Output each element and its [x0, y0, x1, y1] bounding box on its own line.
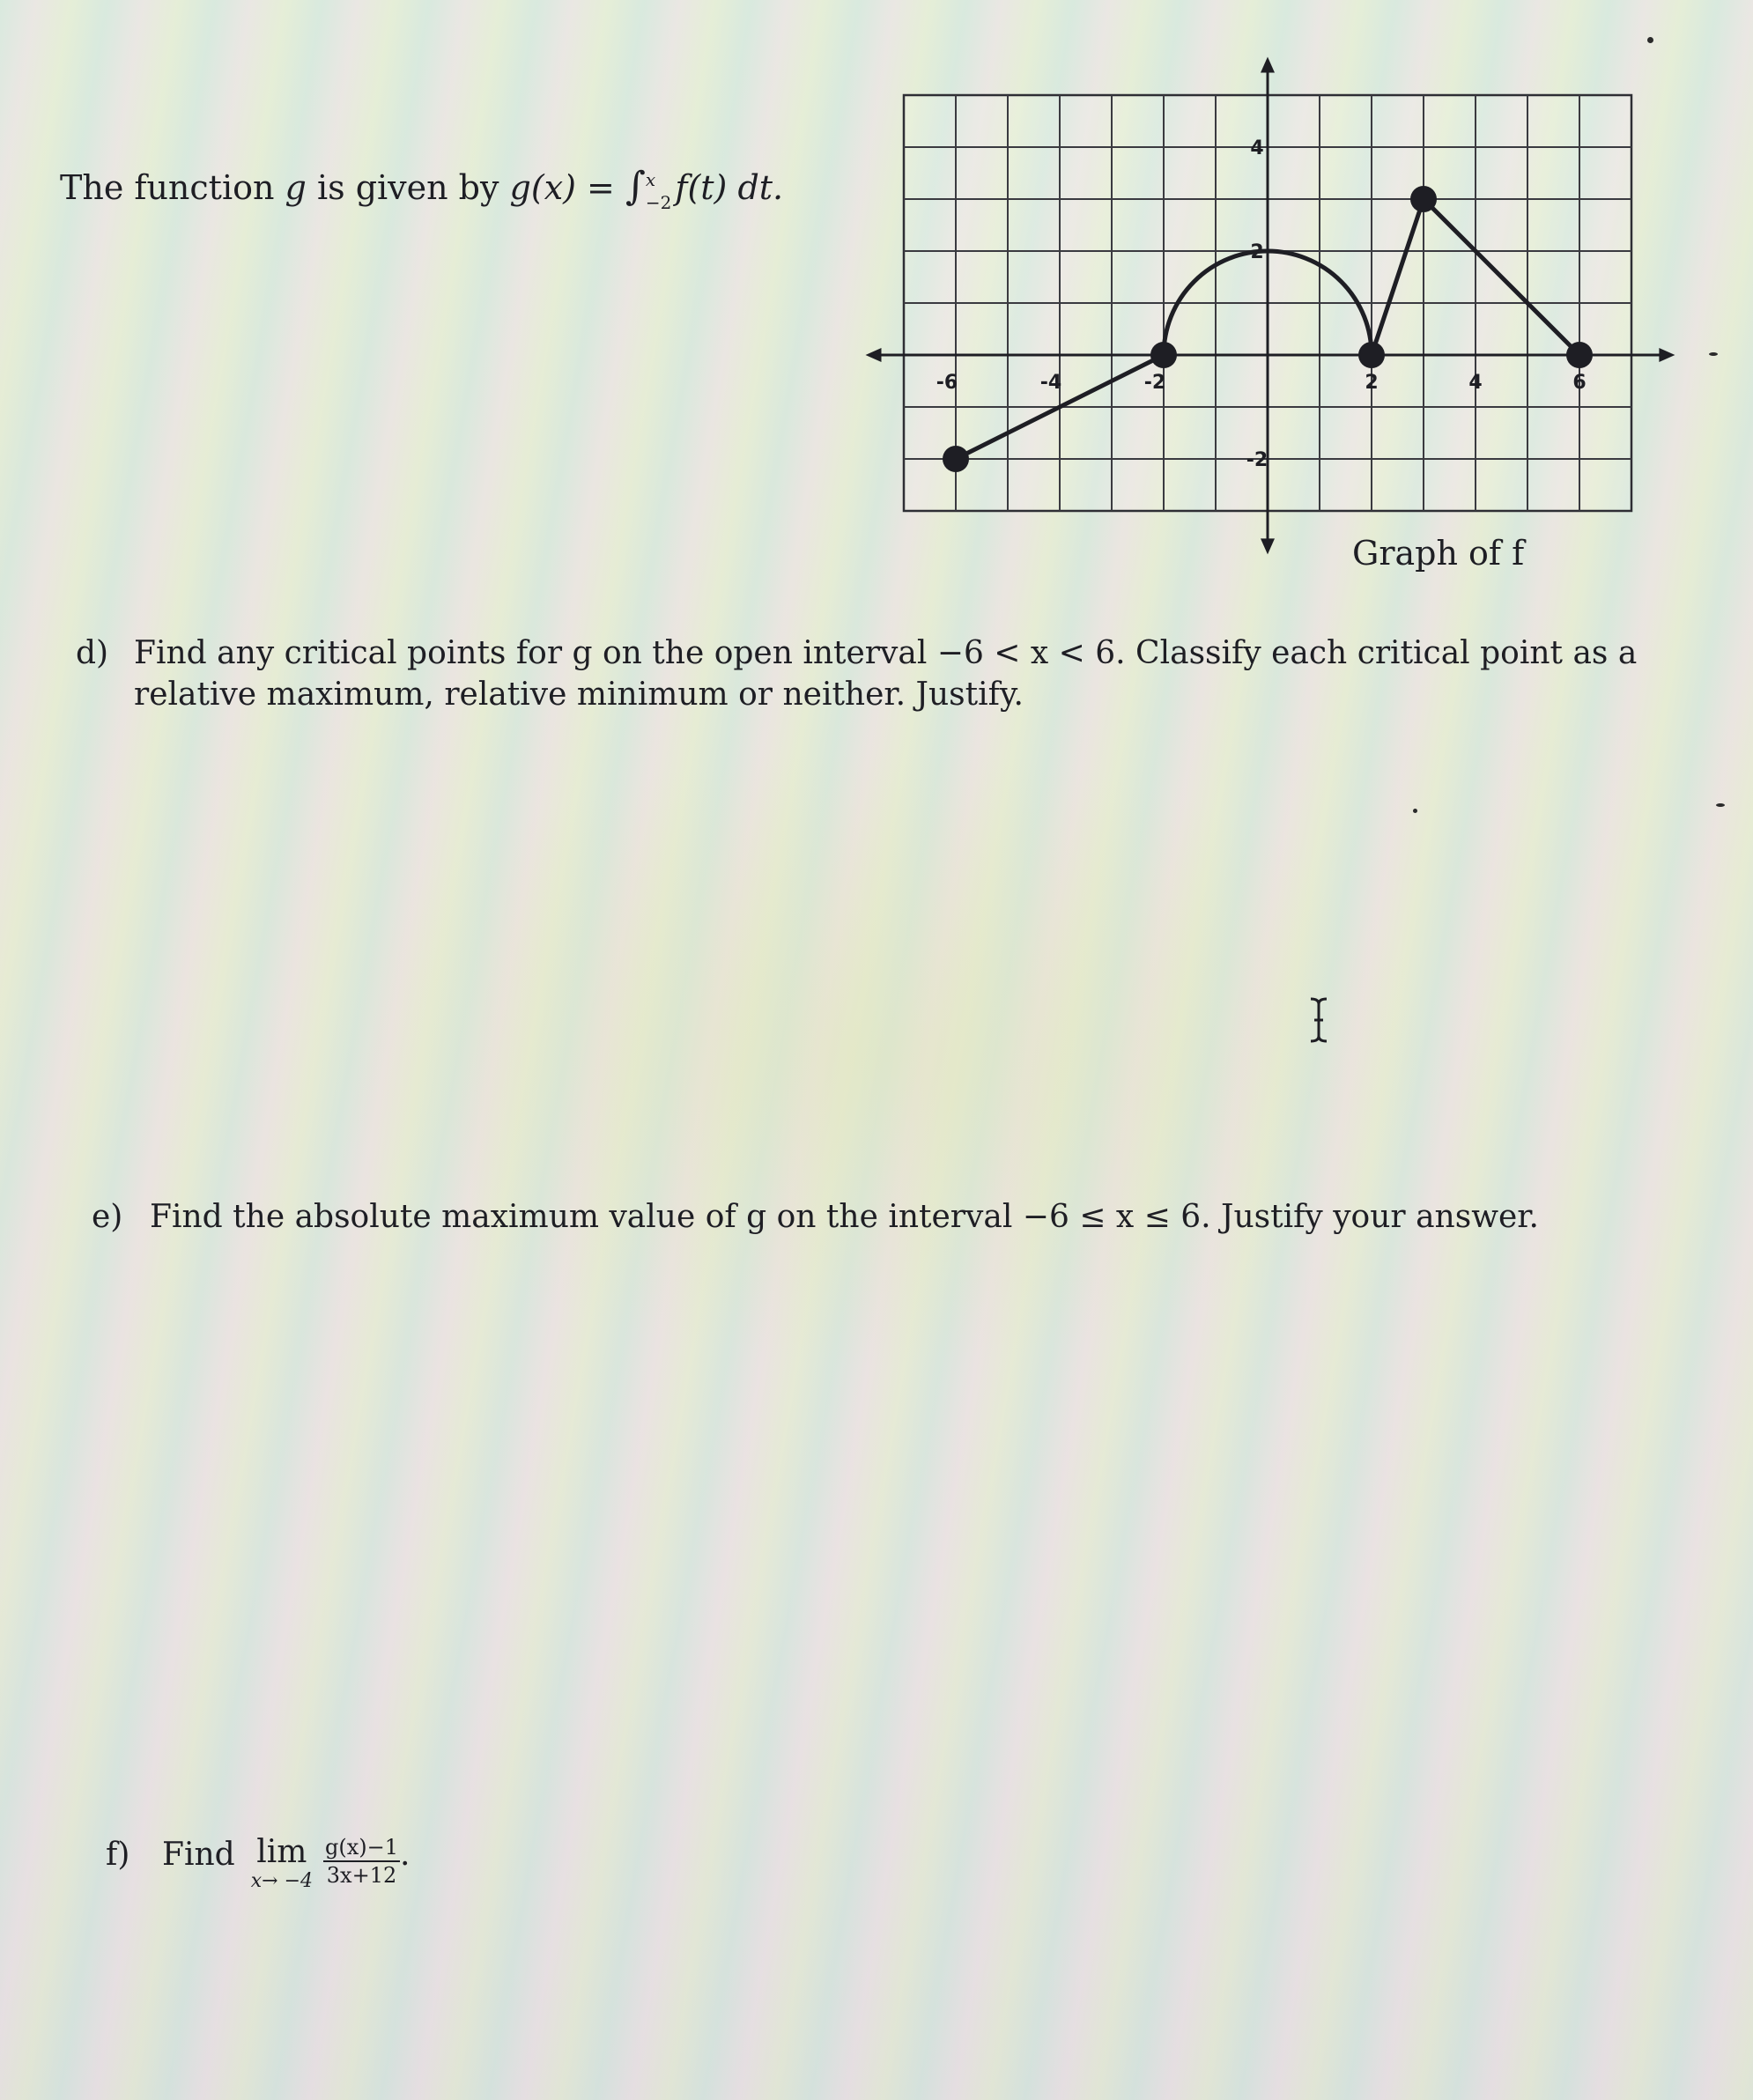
intro-lhs: g(x) = [509, 168, 615, 207]
paper-speck [1647, 37, 1653, 43]
paper-speck [1709, 352, 1718, 356]
x-tick-label: 6 [1572, 372, 1587, 394]
question-d-text: Find any critical points for g on the open interval −6 < x < 6. Classify each critical point as a relative maximum, relative minimum or neither. Justify. [134, 635, 1638, 713]
x-axis-arrow-left [866, 348, 882, 362]
f-point [1358, 342, 1385, 368]
paper-speck [1413, 809, 1417, 813]
y-axis-arrow-up [1261, 57, 1275, 73]
question-f-end: . [400, 1837, 411, 1873]
intro-mid: is given by [306, 168, 510, 207]
y-axis-arrow-down [1261, 538, 1275, 554]
x-tick-label: 4 [1468, 372, 1483, 394]
integrand: f(t) dt. [675, 168, 784, 207]
f-point [1566, 342, 1593, 368]
limit-word: lim [256, 1834, 307, 1870]
question-f-body [162, 1834, 410, 1892]
intro-g: g [285, 168, 307, 207]
f-point [943, 446, 969, 472]
fraction-numerator: g(x)−1 [323, 1834, 400, 1862]
x-tick-label: -4 [1039, 372, 1062, 394]
integral-limits [645, 168, 672, 213]
intro-statement [60, 164, 783, 211]
graph-of-f [846, 35, 1691, 564]
limit-fraction [323, 1834, 400, 1889]
integral-upper: x [645, 168, 656, 190]
integral-lower: −2 [645, 191, 672, 213]
f-point [1150, 342, 1177, 368]
f-point [1410, 186, 1437, 212]
x-tick-label: -2 [1143, 372, 1166, 394]
limit-subscript: x→ −4 [250, 1870, 313, 1892]
question-f-find: Find [162, 1837, 235, 1873]
text-cursor-icon [1307, 995, 1330, 1045]
x-axis-arrow-right [1659, 348, 1675, 362]
question-e-letter: e) [92, 1199, 123, 1235]
paper-speck [1716, 803, 1725, 807]
question-d-letter: d) [76, 635, 109, 671]
x-tick-label: 2 [1365, 372, 1379, 394]
intro-prefix: The function [60, 168, 285, 207]
fraction-denominator: 3x+12 [326, 1863, 397, 1888]
question-f-letter: f) [106, 1837, 130, 1873]
graph-caption: Graph of f [1352, 534, 1525, 573]
y-tick-label: 2 [1250, 241, 1264, 263]
integral-sign: ∫ [625, 164, 646, 209]
y-tick-label: -2 [1246, 449, 1269, 471]
y-tick-label: 4 [1250, 137, 1264, 159]
limit-operator [251, 1834, 313, 1892]
x-tick-label: -6 [936, 372, 958, 394]
question-e-text: Find the absolute maximum value of g on the interval −6 ≤ x ≤ 6. Justify your answer. [150, 1199, 1540, 1235]
